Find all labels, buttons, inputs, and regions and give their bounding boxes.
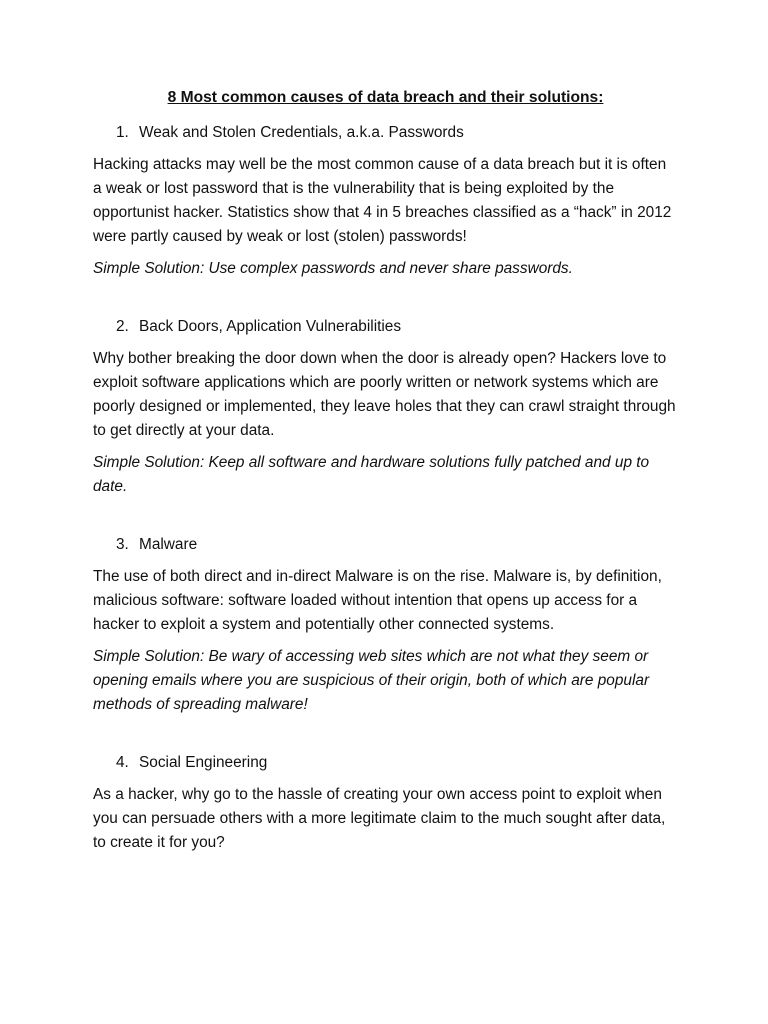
section-body: Why bother breaking the door down when the door is already open? Hackers love to exploit software applications which are poorly written or network systems which are poorly designed or implemented, they leave holes that they can crawl straight through to get directly at your data. bbox=[93, 350, 676, 439]
section-heading bbox=[93, 315, 678, 339]
section-body: The use of both direct and in-direct Malware is on the rise. Malware is, by definition, malicious software: software loaded without intention that opens up access for a hacker to exploit a system and potentially other connected systems. bbox=[93, 568, 662, 633]
section-social-engineering bbox=[93, 751, 678, 855]
document-title: 8 Most common causes of data breach and their solutions: bbox=[167, 89, 604, 106]
section-heading-text: Back Doors, Application Vulnerabilities bbox=[139, 318, 402, 335]
section-heading-text: Malware bbox=[139, 536, 198, 553]
section-heading bbox=[93, 533, 678, 557]
section-weak-credentials bbox=[93, 121, 678, 281]
section-heading-text: Weak and Stolen Credentials, a.k.a. Passwords bbox=[139, 124, 464, 141]
section-heading bbox=[93, 121, 678, 145]
section-number: 4. bbox=[116, 754, 129, 771]
section-solution: Simple Solution: Be wary of accessing web sites which are not what they seem or opening emails where you are suspicious of their origin, both of which are popular methods of spreading malware! bbox=[93, 648, 650, 713]
section-body: Hacking attacks may well be the most common cause of a data breach but it is often a weak or lost password that is the vulnerability that is being exploited by the opportunist hacker. Statistics show that 4 in 5 breaches classified as a “hack” in 2012 were partly caused by weak or lost (stolen) passwords! bbox=[93, 156, 672, 245]
section-body: As a hacker, why go to the hassle of creating your own access point to exploit when you can persuade others with a more legitimate claim to the much sought after data, to create it for you? bbox=[93, 786, 666, 851]
section-solution: Simple Solution: Use complex passwords and never share passwords. bbox=[93, 260, 573, 277]
section-heading bbox=[93, 751, 678, 775]
section-malware bbox=[93, 533, 678, 717]
section-number: 2. bbox=[116, 318, 129, 335]
section-number: 3. bbox=[116, 536, 129, 553]
section-solution: Simple Solution: Keep all software and hardware solutions fully patched and up to date. bbox=[93, 454, 650, 495]
section-number: 1. bbox=[116, 124, 129, 141]
section-heading-text: Social Engineering bbox=[139, 754, 268, 771]
section-back-doors bbox=[93, 315, 678, 499]
